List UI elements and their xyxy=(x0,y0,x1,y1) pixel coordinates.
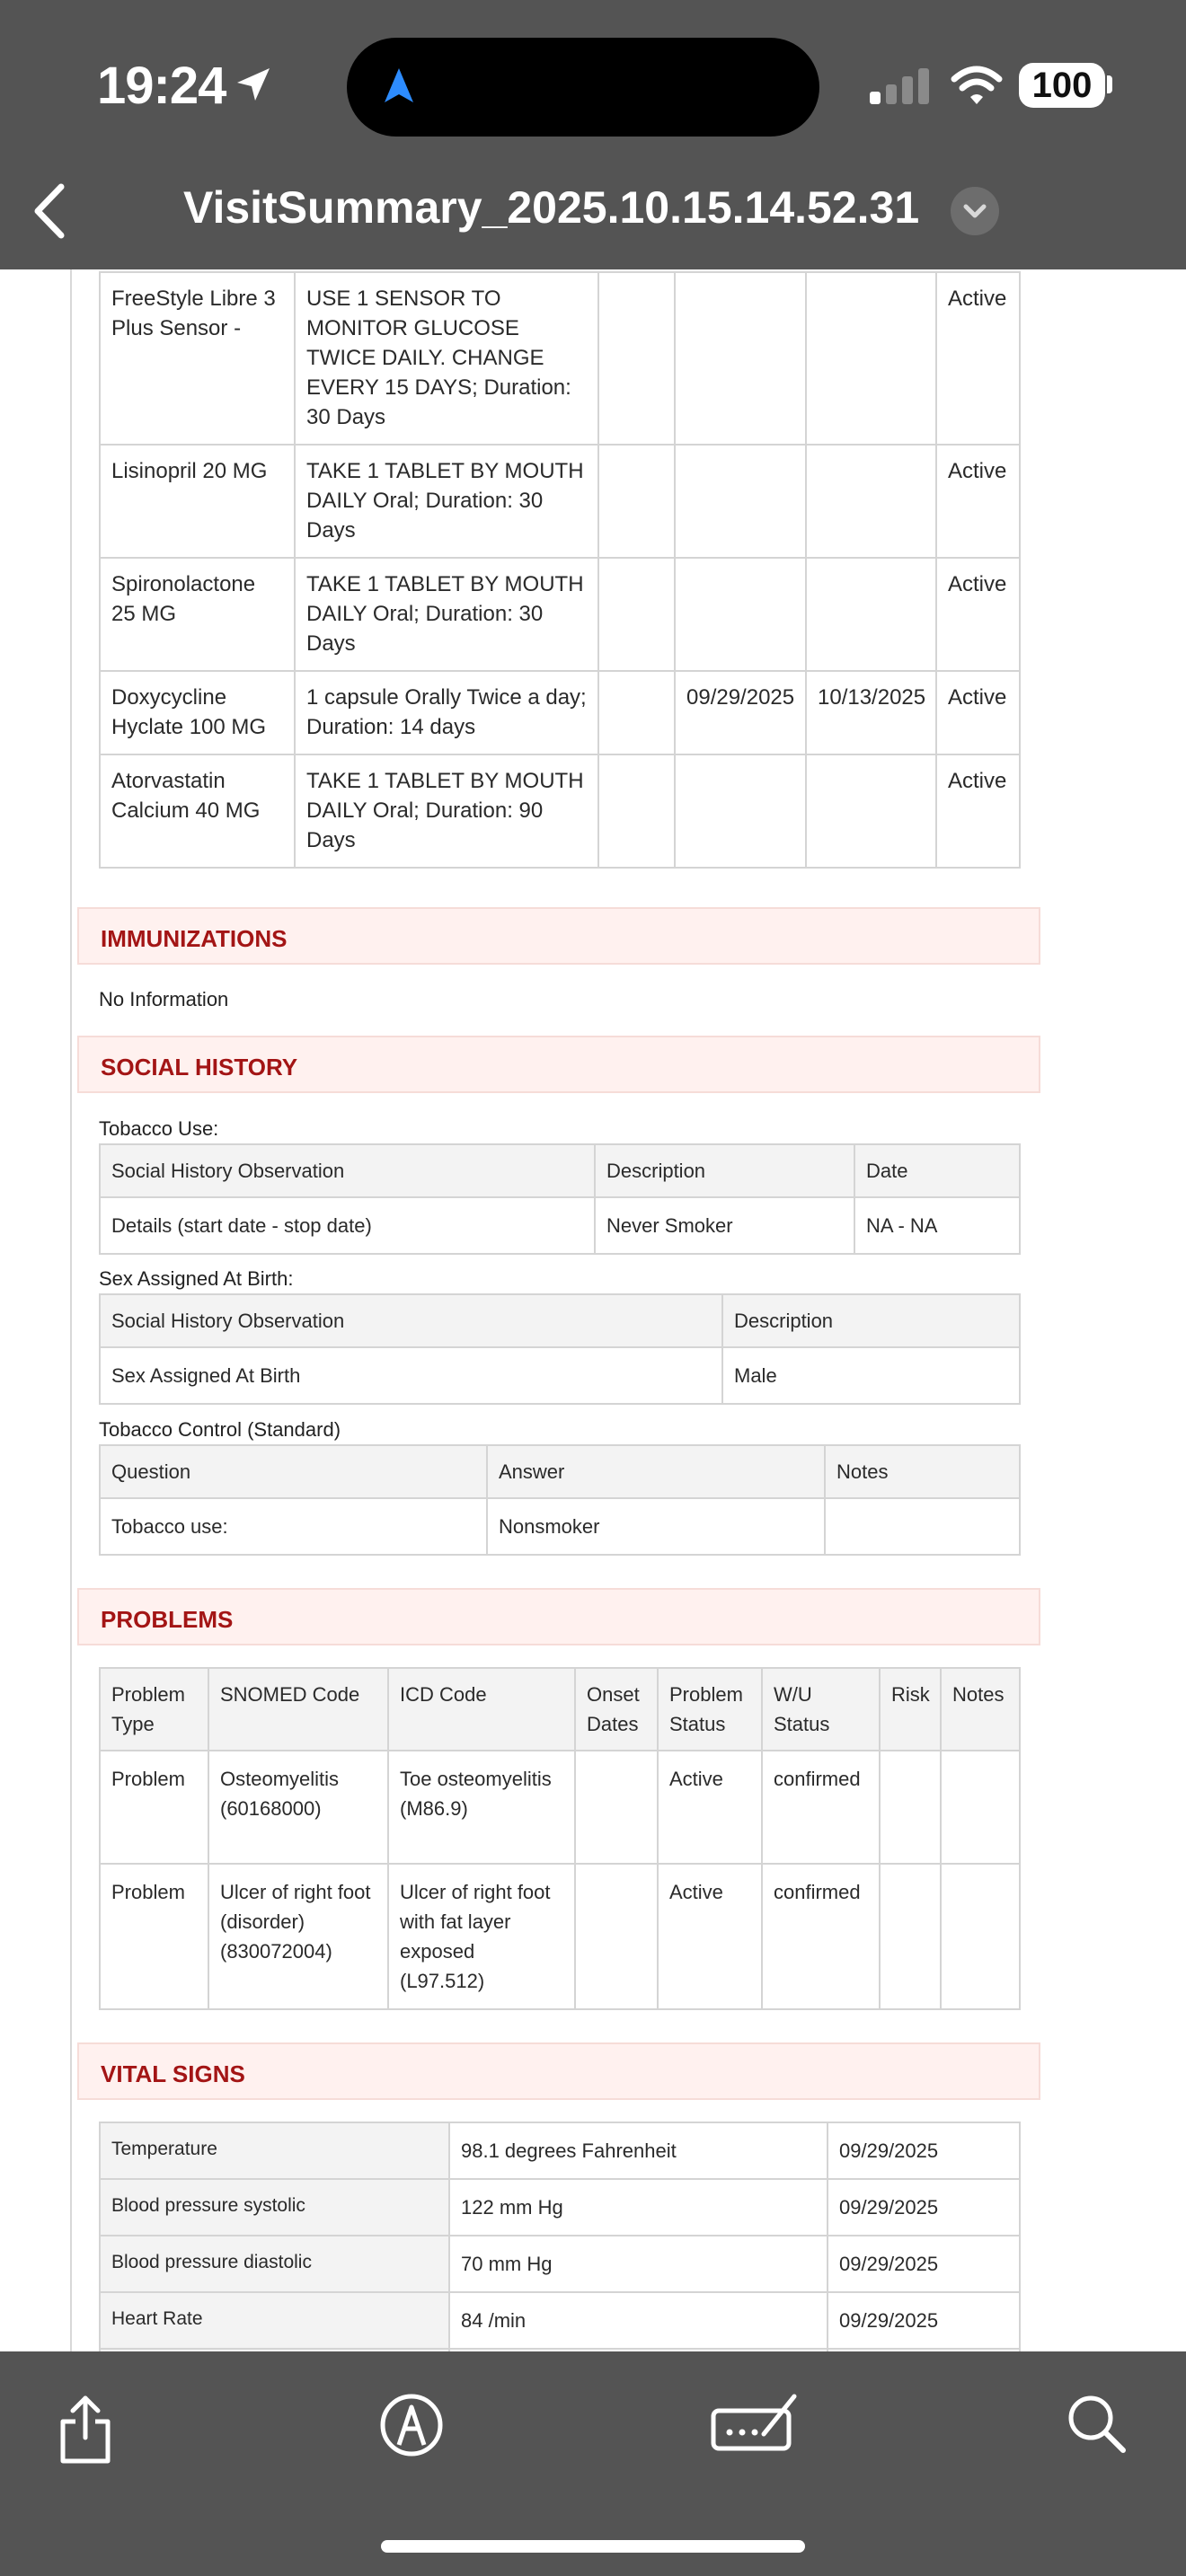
sex-at-birth-label: Sex Assigned At Birth: xyxy=(99,1267,294,1290)
medication-status: Active xyxy=(936,445,1020,558)
medication-col3 xyxy=(598,754,675,868)
table-cell: Problem xyxy=(100,1751,208,1864)
column-header: W/U Status xyxy=(762,1668,880,1751)
table-cell: Details (start date - stop date) xyxy=(100,1197,595,1254)
medication-status: Active xyxy=(936,671,1020,754)
chevron-left-icon[interactable] xyxy=(27,180,72,243)
vital-signs-table xyxy=(99,2122,1021,2351)
vital-name: Heart Rate xyxy=(100,2292,449,2349)
column-header: Problem Type xyxy=(100,1668,208,1751)
vital-date: 09/29/2025 xyxy=(828,2292,1020,2349)
medication-col3 xyxy=(598,445,675,558)
navigation-icon xyxy=(377,65,420,108)
medications-table xyxy=(99,271,1021,869)
table-row xyxy=(100,1498,1020,1555)
tobacco-control-table xyxy=(99,1444,1021,1556)
column-header: Social History Observation xyxy=(100,1294,722,1347)
table-row xyxy=(100,272,1020,445)
problems-heading xyxy=(77,1588,1040,1645)
wifi-icon xyxy=(951,65,1003,106)
vital-name: Blood pressure diastolic xyxy=(100,2236,449,2292)
table-cell: Ulcer of right foot with fat layer exposed (L97.512) xyxy=(388,1864,575,2009)
section-title: PROBLEMS xyxy=(101,1606,234,1633)
table-row xyxy=(100,754,1020,868)
section-title: IMMUNIZATIONS xyxy=(101,925,288,952)
medication-instructions: TAKE 1 TABLET BY MOUTH DAILY Oral; Duration: 30 Days xyxy=(295,445,598,558)
table-row xyxy=(100,1347,1020,1404)
home-indicator xyxy=(381,2540,805,2553)
table-row xyxy=(100,2122,1020,2179)
document-view[interactable] xyxy=(0,269,1186,2351)
table-row xyxy=(100,445,1020,558)
table-cell: confirmed xyxy=(762,1864,880,2009)
cellular-signal-icon xyxy=(870,66,933,106)
column-header: Notes xyxy=(825,1445,1020,1498)
medication-status: Active xyxy=(936,558,1020,671)
medication-instructions: USE 1 SENSOR TO MONITOR GLUCOSE TWICE DAILY. CHANGE EVERY 15 DAYS; Duration: 30 Days xyxy=(295,272,598,445)
medication-end-date xyxy=(806,754,936,868)
table-cell: Never Smoker xyxy=(595,1197,854,1254)
table-cell xyxy=(575,1751,658,1864)
medication-start-date xyxy=(675,754,806,868)
table-row xyxy=(100,558,1020,671)
table-cell: Active xyxy=(658,1864,762,2009)
column-header: Question xyxy=(100,1445,487,1498)
vital-date: 09/29/2025 xyxy=(828,2179,1020,2236)
markup-pen-icon[interactable] xyxy=(379,2393,444,2457)
medication-start-date xyxy=(675,558,806,671)
column-header: Onset Dates xyxy=(575,1668,658,1751)
table-cell: Ulcer of right foot (disorder) (830072004) xyxy=(208,1864,388,2009)
table-cell xyxy=(575,1864,658,2009)
table-header-row xyxy=(100,1445,1020,1498)
column-header: Notes xyxy=(941,1668,1020,1751)
battery-icon: 100 xyxy=(1019,63,1105,108)
medication-name: Atorvastatin Calcium 40 MG xyxy=(100,754,295,868)
vital-value: 70 mm Hg xyxy=(449,2236,828,2292)
status-time: 19:24 xyxy=(97,57,226,115)
battery-nub xyxy=(1107,75,1112,93)
table-cell xyxy=(880,1864,941,2009)
table-cell: Active xyxy=(658,1751,762,1864)
vital-name: Temperature xyxy=(100,2122,449,2179)
vital-value: 84 /min xyxy=(449,2292,828,2349)
sex-at-birth-table xyxy=(99,1293,1021,1405)
table-cell: Osteomyelitis (60168000) xyxy=(208,1751,388,1864)
column-header: Description xyxy=(595,1144,854,1197)
table-row xyxy=(100,1864,1020,2009)
medication-start-date xyxy=(675,272,806,445)
tobacco-control-label: Tobacco Control (Standard) xyxy=(99,1418,341,1441)
search-icon[interactable] xyxy=(1066,2393,1128,2456)
medication-col3 xyxy=(598,558,675,671)
immunizations-heading xyxy=(77,907,1040,965)
vital-value: 98.1 degrees Fahrenheit xyxy=(449,2122,828,2179)
medication-name: Spironolactone 25 MG xyxy=(100,558,295,671)
table-cell: Problem xyxy=(100,1864,208,2009)
page-margin-line xyxy=(70,269,72,2351)
table-header-row xyxy=(100,1294,1020,1347)
table-row xyxy=(100,671,1020,754)
medication-end-date xyxy=(806,445,936,558)
document-title[interactable]: VisitSummary_2025.10.15.14.52.31 xyxy=(183,182,920,233)
medication-name: FreeStyle Libre 3 Plus Sensor - xyxy=(100,272,295,445)
column-header: Risk xyxy=(880,1668,941,1751)
table-row xyxy=(100,1751,1020,1864)
column-header: ICD Code xyxy=(388,1668,575,1751)
section-title: SOCIAL HISTORY xyxy=(101,1054,298,1081)
medication-name: Doxycycline Hyclate 100 MG xyxy=(100,671,295,754)
medication-start-date xyxy=(675,445,806,558)
table-row xyxy=(100,1197,1020,1254)
location-arrow-icon xyxy=(232,63,275,106)
table-cell: Tobacco use: xyxy=(100,1498,487,1555)
column-header: SNOMED Code xyxy=(208,1668,388,1751)
vital-date: 09/29/2025 xyxy=(828,2122,1020,2179)
table-cell xyxy=(880,1751,941,1864)
medication-instructions: 1 capsule Orally Twice a day; Duration: 14 days xyxy=(295,671,598,754)
table-cell: Male xyxy=(722,1347,1020,1404)
table-header-row xyxy=(100,1668,1020,1751)
vital-name: Blood pressure systolic xyxy=(100,2179,449,2236)
top-bar xyxy=(0,0,1186,269)
medication-status: Active xyxy=(936,754,1020,868)
medication-end-date: 10/13/2025 xyxy=(806,671,936,754)
table-cell: confirmed xyxy=(762,1751,880,1864)
medication-status: Active xyxy=(936,272,1020,445)
medication-end-date xyxy=(806,272,936,445)
table-cell: Toe osteomyelitis (M86.9) xyxy=(388,1751,575,1864)
social-history-heading xyxy=(77,1036,1040,1093)
table-row xyxy=(100,2292,1020,2349)
table-cell: Nonsmoker xyxy=(487,1498,825,1555)
medication-col3 xyxy=(598,272,675,445)
column-header: Problem Status xyxy=(658,1668,762,1751)
tobacco-use-label: Tobacco Use: xyxy=(99,1117,219,1140)
column-header: Description xyxy=(722,1294,1020,1347)
medication-start-date: 09/29/2025 xyxy=(675,671,806,754)
tobacco-use-table xyxy=(99,1143,1021,1255)
table-cell: NA - NA xyxy=(854,1197,1020,1254)
title-menu-button[interactable] xyxy=(951,187,999,235)
vital-signs-heading xyxy=(77,2042,1040,2100)
table-cell: Sex Assigned At Birth xyxy=(100,1347,722,1404)
medication-end-date xyxy=(806,558,936,671)
table-cell xyxy=(825,1498,1020,1555)
column-header: Answer xyxy=(487,1445,825,1498)
section-title: VITAL SIGNS xyxy=(101,2060,245,2087)
immunizations-empty-text: No Information xyxy=(99,988,229,1010)
share-icon[interactable] xyxy=(54,2393,117,2465)
table-cell xyxy=(941,1751,1020,1864)
medication-col3 xyxy=(598,671,675,754)
column-header: Social History Observation xyxy=(100,1144,595,1197)
problems-table xyxy=(99,1667,1021,2010)
chevron-down-icon xyxy=(951,187,999,235)
table-row xyxy=(100,2179,1020,2236)
medication-instructions: TAKE 1 TABLET BY MOUTH DAILY Oral; Duration: 90 Days xyxy=(295,754,598,868)
vital-date: 09/29/2025 xyxy=(828,2236,1020,2292)
medication-name: Lisinopril 20 MG xyxy=(100,445,295,558)
signature-icon[interactable] xyxy=(710,2391,800,2454)
column-header: Date xyxy=(854,1144,1020,1197)
medication-instructions: TAKE 1 TABLET BY MOUTH DAILY Oral; Duration: 30 Days xyxy=(295,558,598,671)
table-header-row xyxy=(100,1144,1020,1197)
vital-value: 122 mm Hg xyxy=(449,2179,828,2236)
table-row xyxy=(100,2236,1020,2292)
table-cell xyxy=(941,1864,1020,2009)
